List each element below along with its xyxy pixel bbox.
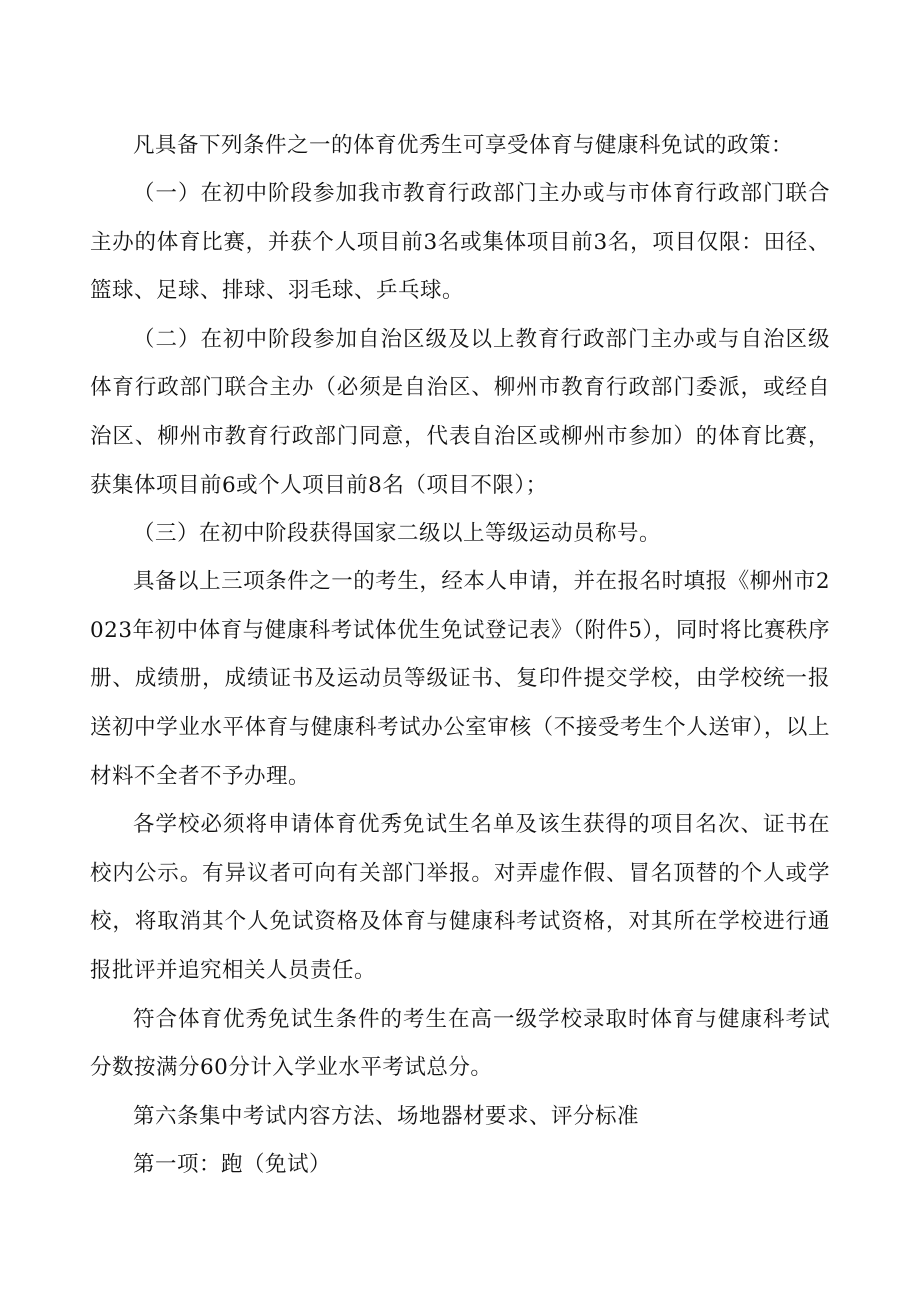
paragraph-condition-3: （三）在初中阶段获得国家二级以上等级运动员称号。 bbox=[133, 521, 662, 547]
article-six-heading: 第六条集中考试内容方法、场地器材要求、评分标准 bbox=[133, 1103, 640, 1129]
item-one-heading: 第一项：跑（免试） bbox=[133, 1151, 332, 1177]
paragraph-intro: 凡具备下列条件之一的体育优秀生可享受体育与健康科免试的政策： bbox=[133, 133, 794, 158]
paragraph-condition-2: （二）在初中阶段参加自治区级及以上教育行政部门主办或与自治区级体育行政部门联合主办（必须是自治区、柳州市教育行政部门委派，或经自治区、柳州市教育行政部门同意，代表自治区或柳州市参加）的体育比赛，获集体项目前6或个人项目前8名（项目不限）； bbox=[90, 326, 830, 498]
paragraph-scoring: 符合体育优秀免试生条件的考生在高一级学校录取时体育与健康科考试分数按满分60分计入学业水平考试总分。 bbox=[90, 1006, 830, 1081]
paragraph-condition-1: （一）在初中阶段参加我市教育行政部门主办或与市体育行政部门联合主办的体育比赛，并获个人项目前3名或集体项目前3名，项目仅限：田径、篮球、足球、排球、羽毛球、乒乓球。 bbox=[90, 181, 830, 304]
paragraph-publicity: 各学校必须将申请体育优秀免试生名单及该生获得的项目名次、证书在校内公示。有异议者可向有关部门举报。对弄虚作假、冒名顶替的个人或学校，将取消其个人免试资格及体育与健康科考试资格，对其所在学校进行通报批评并追究相关人员责任。 bbox=[90, 812, 830, 983]
document-body bbox=[90, 122, 830, 1189]
paragraph-application: 具备以上三项条件之一的考生，经本人申请，并在报名时填报《柳州市2023年初中体育与健康科考试体优生免试登记表》（附件5），同时将比赛秩序册、成绩册，成绩证书及运动员等级证书、复印件提交学校，由学校统一报送初中学业水平体育与健康科考试办公室审核（不接受考生个人送审），以上材料不全者不予办理。 bbox=[90, 569, 830, 789]
